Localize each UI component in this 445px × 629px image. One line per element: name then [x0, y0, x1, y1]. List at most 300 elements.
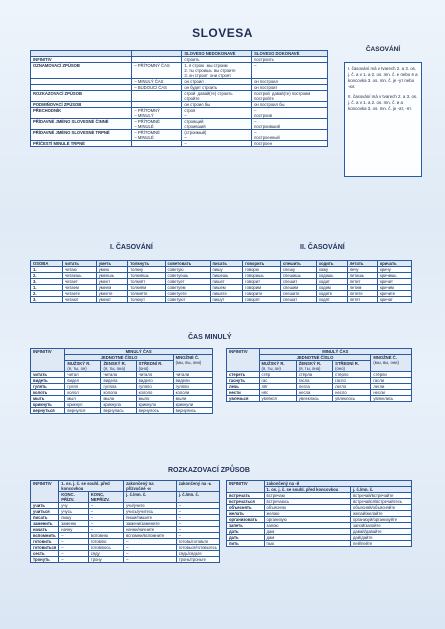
form-sublabel — [132, 141, 182, 147]
past-cell: видеть — [31, 378, 65, 384]
imper-soubl-header: 1. os. j. č. se souhl. před koncovkou — [59, 481, 124, 492]
conj-header: советовать — [165, 261, 210, 267]
past-cell: стёр — [259, 372, 296, 378]
imper-jc-2: j. č./mn. č. — [176, 492, 219, 503]
conj-cell: умеют — [96, 297, 128, 303]
form-row — [31, 119, 328, 130]
past-cell: читали — [173, 372, 212, 378]
conj-cell: спешите — [280, 291, 316, 297]
past-row — [227, 396, 412, 402]
past-cell: гасли — [371, 378, 412, 384]
conj-header: OSOBA — [31, 261, 63, 267]
past-cell: колола — [101, 390, 136, 396]
form-dokonave: он построил бы — [252, 102, 328, 108]
imper-cell: – — [124, 557, 177, 563]
conj-cell: пишете — [210, 291, 243, 297]
conj-cell: кричит — [378, 279, 412, 285]
imper-cell: запой/запойте — [350, 523, 411, 529]
past-muz-header-r — [259, 361, 296, 372]
conj-cell: летите — [347, 291, 377, 297]
conj-cell: советую — [165, 267, 210, 273]
imper-cell: давай/давайте — [350, 529, 411, 535]
past-cell: увлеклись — [371, 396, 412, 402]
imper-row — [31, 557, 220, 563]
past-cell: мыло — [136, 396, 173, 402]
imper-konc-p: KONC. PŘÍZV. — [59, 492, 89, 503]
conj-cell: говорят — [243, 297, 281, 303]
conj-cell: кричите — [378, 291, 412, 297]
form-label: PŘÍDAVNÉ JMÉNO SLOVESNÉ TRPNÉ — [31, 130, 132, 141]
form-sublabel: – PŘÍTOMNÝ – MINULÝ — [132, 108, 182, 119]
conj-cell: говорим — [243, 285, 281, 291]
form-label: PŘÍČESTÍ MINULÉ TRPNÉ — [31, 141, 132, 147]
imper-cell: организуй/организуйте — [350, 517, 411, 523]
past-cell: колоть — [31, 390, 65, 396]
past-cell: увлеклось — [333, 396, 371, 402]
form-dokonave: построен — [252, 141, 328, 147]
conj-cell: советуете — [165, 291, 210, 297]
past-cell: кололи — [173, 390, 212, 396]
past-zen-label: ŽENSKÝ R. — [103, 361, 126, 366]
form-label: PŘÍDAVNÉ JMÉNO SLOVESNÉ ČINNÉ — [31, 119, 132, 130]
form-nedokonave: (строимый) – — [182, 130, 252, 141]
past-infinitiv-header: INFINITIV — [31, 349, 65, 372]
conj-cell: ходим — [316, 285, 347, 291]
conj-cell: толкнёшь — [128, 273, 165, 279]
past-cell: стереть — [227, 372, 260, 378]
imper-cell: пить — [227, 541, 265, 547]
conj-cell: кричишь — [378, 273, 412, 279]
past-cell: крикнула — [101, 402, 136, 408]
imper-cell: объясняю — [264, 505, 350, 511]
conj2-title: II. ČASOVÁNÍ — [300, 244, 345, 251]
past-zen-header — [101, 361, 136, 372]
imper-cell: – — [176, 521, 219, 527]
imper-cell: готовиться — [31, 545, 59, 551]
imper-cell: дай/дайте — [350, 535, 411, 541]
past-cell: крикнули — [173, 402, 212, 408]
conj-cell: читаешь — [62, 273, 96, 279]
conj-cell: летим — [347, 285, 377, 291]
conj-cell: спешим — [280, 285, 316, 291]
form-sublabel — [132, 91, 182, 102]
imper-jc-3: j. č./mn. č. — [350, 487, 411, 493]
imper-cell: пишу — [59, 515, 89, 521]
past-str-header — [136, 361, 173, 372]
past-cell: лёг — [259, 384, 296, 390]
imper-cell: начни/начните — [124, 527, 177, 533]
form-row — [31, 108, 328, 119]
conj-row — [31, 297, 412, 303]
conj-cell: говорю — [243, 267, 281, 273]
verb-forms-table — [30, 50, 328, 147]
imper-cell: трону — [88, 557, 123, 563]
imper-cell: готовлю — [88, 539, 123, 545]
imper-cell: пиши/пишите — [124, 515, 177, 521]
past-cell: увлечься — [227, 396, 260, 402]
imper-cell: – — [88, 509, 123, 515]
conj-cell: читаете — [62, 291, 96, 297]
conj-cell: лечу — [347, 267, 377, 273]
past-minuly-header-r: MINULÝ ČAS — [259, 349, 411, 355]
imper-cell: вспомнить — [31, 533, 59, 539]
past-mnozne-header-r — [371, 355, 412, 372]
imper-cell: – — [59, 557, 89, 563]
past-cell: гуляло — [136, 384, 173, 390]
past-cell: мыла — [101, 396, 136, 402]
imper-zak-header: zakončený na přízvučné -и — [124, 481, 177, 492]
past-cell: вернулось — [136, 408, 173, 414]
past-cell: лечь — [227, 384, 260, 390]
imper-cell: начать — [31, 527, 59, 533]
form-dokonave: – построивший — [252, 119, 328, 130]
imper-jc-1: j. č./mn. č. — [124, 492, 177, 503]
past-jednotne-header-r: JEDNOTNÉ ČÍSLO — [259, 355, 371, 361]
imper-cell: встречайся/встречайтесь — [350, 499, 411, 505]
imper-zak2-header: zakončený na -ь — [176, 481, 219, 492]
past-cell: вернулись — [173, 408, 212, 414]
form-dokonave: он построит — [252, 85, 328, 91]
imper-cell: – — [88, 527, 123, 533]
past-cell: читал — [65, 372, 101, 378]
past-str-label: STŘEDNÍ R. — [138, 361, 163, 366]
conj1-title: I. ČASOVÁNÍ — [110, 244, 153, 251]
imper-cell: начну — [59, 527, 89, 533]
conj-cell: спешу — [280, 267, 316, 273]
conj-cell: кричим — [378, 285, 412, 291]
form-nedokonave: строя – — [182, 108, 252, 119]
form-label: INFINITIV — [31, 57, 132, 63]
past-cell: колол — [65, 390, 101, 396]
conj-cell: толкнут — [128, 297, 165, 303]
past-cell: стёрла — [296, 372, 332, 378]
conj-cell: читает — [62, 279, 96, 285]
past-title: ČAS MINULÝ — [188, 334, 232, 341]
conj-cell: ходишь — [316, 273, 347, 279]
imper-cell: – — [176, 503, 219, 509]
past-table-right — [226, 348, 412, 402]
conj-cell: спешит — [280, 279, 316, 285]
form-row — [31, 91, 328, 102]
conj-cell: умеешь — [96, 273, 128, 279]
conj-cell: летят — [347, 297, 377, 303]
past-str-label-r: STŘEDNÍ R. — [335, 361, 359, 366]
conj-cell: говорите — [243, 291, 281, 297]
conj-cell: умеем — [96, 285, 128, 291]
conj-cell: 1. — [31, 285, 63, 291]
imper-cell: – — [176, 527, 219, 533]
imper-cell: желать — [227, 511, 265, 517]
imper-cell: встречаться — [227, 499, 265, 505]
form-nedokonave: он будет строить — [182, 85, 252, 91]
form-nedokonave: строить — [182, 57, 252, 63]
imper-cell: встречать — [227, 493, 265, 499]
past-muz-label: MUŽSKÝ R. — [67, 361, 91, 366]
past-cell: гулял — [65, 384, 101, 390]
conj-cell: спешат — [280, 297, 316, 303]
conj-cell: 3. — [31, 297, 63, 303]
imper-cell: дам — [264, 529, 350, 535]
past-minuly-header: MINULÝ ČAS — [65, 349, 213, 355]
form-nedokonave: 1. я строю мы строим 2. ты строишь вы строите 3. он строит они строят — [182, 63, 252, 79]
past-cell: кололо — [136, 390, 173, 396]
conj-cell: толкнёт — [128, 279, 165, 285]
conj-cell: спешишь — [280, 273, 316, 279]
past-cell: читала — [101, 372, 136, 378]
imper-cell: готовить — [31, 539, 59, 545]
form-label: ROZKAZOVACÍ ZPŮSOB — [31, 91, 132, 102]
header-nedokonave: SLOVESO NEDOKONAVÉ — [182, 51, 252, 57]
conjugation-table — [30, 260, 412, 303]
conj-cell: пишешь — [210, 273, 243, 279]
form-row — [31, 63, 328, 79]
past-cell: гулять — [31, 384, 65, 390]
conj-header: летать — [347, 261, 377, 267]
conj-cell: советует — [165, 279, 210, 285]
past-cell: гаснуть — [227, 378, 260, 384]
conj-cell: умеет — [96, 279, 128, 285]
past-cell: стёрли — [371, 372, 412, 378]
conj-cell: кричат — [378, 297, 412, 303]
conj-header: писать — [210, 261, 243, 267]
past-zen-header-r — [296, 361, 332, 372]
past-cell: увлеклась — [296, 396, 332, 402]
form-dokonave: – построив — [252, 108, 328, 119]
conj-cell: пишем — [210, 285, 243, 291]
conj-cell: летишь — [347, 273, 377, 279]
imper-cell: – — [88, 503, 123, 509]
page-title: SLOVESA — [192, 26, 253, 40]
imper-cell: учить — [31, 503, 59, 509]
past-str-sub: (оно) — [138, 366, 149, 371]
imper-cell: – — [59, 551, 89, 557]
imper-cell: готовлюсь — [88, 545, 123, 551]
past-cell: легли — [371, 384, 412, 390]
conj-cell: хожу — [316, 267, 347, 273]
imper-cell: – — [176, 533, 219, 539]
past-cell: мыл — [65, 396, 101, 402]
past-zen-sub: (я, ты, она) — [103, 366, 126, 371]
past-cell: читало — [136, 372, 173, 378]
past-muz-label-r: MUŽSKÝ R. — [261, 361, 285, 366]
past-cell: несла — [296, 390, 332, 396]
imper-cell: встречаю — [264, 493, 350, 499]
past-cell: крикнуть — [31, 402, 65, 408]
past-muz-header — [65, 361, 101, 372]
past-jednotne-header: JEDNOTNÉ ČÍSLO — [65, 355, 173, 361]
form-label: PODMIŇOVACÍ ZPŮSOB — [31, 102, 132, 108]
past-cell: гуляла — [101, 384, 136, 390]
past-str-sub-r: (оно) — [335, 366, 345, 371]
past-muz-sub-r: (я, ты, он) — [261, 366, 281, 371]
past-cell: видели — [173, 378, 212, 384]
imper-cell: – — [88, 515, 123, 521]
conj-header: спешить — [280, 261, 316, 267]
imper-cell: учи/учите — [124, 503, 177, 509]
casovani-title: ČASOVÁNÍ — [365, 46, 401, 53]
conj-cell: умеете — [96, 291, 128, 297]
imper-cell: организую — [264, 517, 350, 523]
past-cell: гуляли — [173, 384, 212, 390]
imper-cell: – — [124, 545, 177, 551]
conj-header: кричать — [378, 261, 412, 267]
conj-cell: читают — [62, 297, 96, 303]
form-dokonave: – построенный — [252, 130, 328, 141]
form-label: PŘECHODNÍK — [31, 108, 132, 119]
conj-cell: говорит — [243, 279, 281, 285]
imper-soubl-header-r: 1. os. j. č. se souhl. před koncovkou — [264, 487, 350, 493]
past-mnozne-label-r: MNOŽNÉ Č. — [373, 355, 397, 360]
conj-header: уметь — [96, 261, 128, 267]
conj-cell: кричу — [378, 267, 412, 273]
conj-cell: 3. — [31, 279, 63, 285]
imper-table-right — [226, 480, 412, 547]
imper-cell: сядь/сядьте — [176, 551, 219, 557]
past-cell: читать — [31, 372, 65, 378]
imper-cell: дать — [227, 529, 265, 535]
past-str-header-r — [333, 361, 371, 372]
past-muz-sub: (я, ты, он) — [67, 366, 87, 371]
imper-cell: пей/пейте — [350, 541, 411, 547]
past-cell: гасло — [333, 378, 371, 384]
past-cell: легла — [296, 384, 332, 390]
past-mnozne-label: MNOŽNÉ Č. — [175, 355, 200, 360]
imper-cell: – — [176, 515, 219, 521]
conj-cell: советуешь — [165, 273, 210, 279]
imper-cell: – — [176, 509, 219, 515]
form-label: OZNAMOVACÍ ZPŮSOB — [31, 63, 132, 79]
past-cell: крикнуло — [136, 402, 173, 408]
imper-cell: встречай/встречайте — [350, 493, 411, 499]
casovani-box — [344, 62, 422, 177]
form-nedokonave: он строил бы — [182, 102, 252, 108]
conj-header: читать — [62, 261, 96, 267]
imper-cell: сесть — [31, 551, 59, 557]
past-mnozne-header — [173, 355, 212, 372]
form-dokonave: он построил — [252, 79, 328, 85]
conj-cell: 2. — [31, 291, 63, 297]
form-nedokonave: – — [182, 141, 252, 147]
past-cell: крикнул — [65, 402, 101, 408]
imper-zak3-header: zakončený na -й — [264, 481, 411, 487]
past-cell: видело — [136, 378, 173, 384]
past-cell: легло — [333, 384, 371, 390]
past-cell: вернуться — [31, 408, 65, 414]
form-nedokonave: он строил — [182, 79, 252, 85]
imper-cell: объясняй/объясняйте — [350, 505, 411, 511]
imper-cell: учись/учитесь — [124, 509, 177, 515]
conj-cell: умею — [96, 267, 128, 273]
conj-cell: пишет — [210, 279, 243, 285]
imper-infinitiv-header: INFINITIV — [31, 481, 59, 503]
imper-cell: – — [59, 545, 89, 551]
imper-cell: дать — [227, 535, 265, 541]
past-cell: видел — [65, 378, 101, 384]
conj-cell: советуем — [165, 285, 210, 291]
past-cell: мыть — [31, 396, 65, 402]
imper-cell: – — [88, 521, 123, 527]
past-cell: гас — [259, 378, 296, 384]
form-sublabel: – PŘÍTOMNÉ – MINULÉ — [132, 119, 182, 130]
imper-cell: писать — [31, 515, 59, 521]
form-sublabel: – PŘÍTOMNÝ ČAS — [132, 63, 182, 79]
form-dokonave: построй давай(те) построим постройте — [252, 91, 328, 102]
form-dokonave: построить — [252, 57, 328, 63]
past-cell: увлёкся — [259, 396, 296, 402]
conj-cell: толкнём — [128, 285, 165, 291]
imper-infinitiv-header-r: INFINITIV — [227, 481, 265, 493]
imper-cell: желай/желайте — [350, 511, 411, 517]
conj-cell: читаю — [62, 267, 96, 273]
past-cell: вернулся — [65, 408, 101, 414]
conj-cell: ходит — [316, 279, 347, 285]
imper-cell: готовься/готовьтесь — [176, 545, 219, 551]
form-sublabel: – MINULÝ ČAS — [132, 79, 182, 85]
form-sublabel: – PŘÍTOMNÉ – MINULÉ — [132, 130, 182, 141]
imper-cell: заменить — [31, 521, 59, 527]
conj-header: толкнуть — [128, 261, 165, 267]
imper-table-left — [30, 480, 220, 563]
form-row — [31, 141, 328, 147]
imper-cell: желаю — [264, 511, 350, 517]
conj-cell: 1. — [31, 267, 63, 273]
past-cell: несли — [371, 390, 412, 396]
past-cell: несло — [333, 390, 371, 396]
form-nedokonave: строящий строивший — [182, 119, 252, 130]
imper-cell: – — [124, 551, 177, 557]
conj-cell: летит — [347, 279, 377, 285]
conj-cell: пишут — [210, 297, 243, 303]
header-dokonave: SLOVESO DOKONAVÉ — [252, 51, 328, 57]
imper-konc-n: KONC. NEPŘÍZV. — [88, 492, 123, 503]
past-mnozne-sub-r: (мы, вы, они) — [373, 360, 399, 365]
imper-cell: вспомню — [88, 533, 123, 539]
form-row — [31, 130, 328, 141]
past-cell: гасла — [296, 378, 332, 384]
casovani-p2: II. časování má v tvarech 2. a 3. os. j. č. a v 1. a 2. os. mn. č. и a koncovka 3. os. mn. č. je -ат, -ят. — [348, 94, 418, 111]
imper-cell: дам — [264, 535, 350, 541]
imper-cell: объяснять — [227, 505, 265, 511]
past-table-left — [30, 348, 213, 414]
imper-cell: учусь — [59, 509, 89, 515]
imper-cell: запеть — [227, 523, 265, 529]
form-sublabel: – BUDOUCÍ ČAS — [132, 85, 182, 91]
imper-cell: готовь/готовьте — [176, 539, 219, 545]
imper-title: ROZKAZOVACÍ ZPŮSOB — [168, 467, 250, 474]
form-nedokonave: строй давай(те) строить стройте — [182, 91, 252, 102]
conj-cell: говоришь — [243, 273, 281, 279]
imper-cell: – — [59, 539, 89, 545]
conj-cell: толкнёте — [128, 291, 165, 297]
imper-cell: тронь/троньте — [176, 557, 219, 563]
imper-cell: учу — [59, 503, 89, 509]
imper-cell: замени/замените — [124, 521, 177, 527]
past-mnozne-sub: (мы, вы, они) — [175, 360, 202, 365]
past-infinitiv-header-r: INFINITIV — [227, 349, 260, 372]
imper-cell: запою — [264, 523, 350, 529]
past-cell: вернулась — [101, 408, 136, 414]
past-cell: видела — [101, 378, 136, 384]
imper-cell: вспомни/вспомните — [124, 533, 177, 539]
conj-cell: 2. — [31, 273, 63, 279]
past-cell: стёрло — [333, 372, 371, 378]
imper-cell: организовать — [227, 517, 265, 523]
imper-cell: пью — [264, 541, 350, 547]
imper-cell: сяду — [88, 551, 123, 557]
imper-cell: тронуть — [31, 557, 59, 563]
form-dokonave: – — [252, 63, 328, 79]
conj-cell: советуют — [165, 297, 210, 303]
